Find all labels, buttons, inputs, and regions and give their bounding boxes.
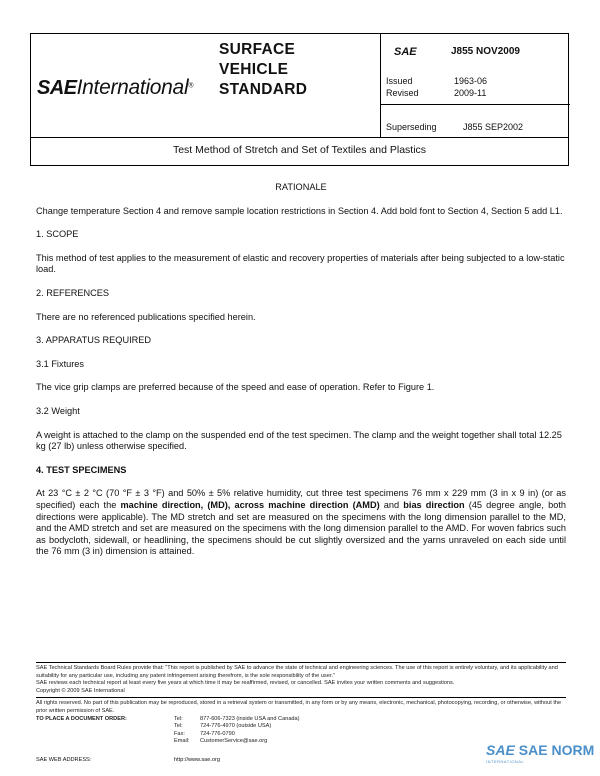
web-value[interactable]: http://www.sae.org: [174, 757, 221, 763]
section-4-text-part-2: and: [379, 499, 404, 510]
document-body: [36, 182, 566, 558]
section-2-heading: 2. REFERENCES: [36, 287, 110, 298]
watermark-text: SAE NORM: [518, 742, 595, 758]
tel1-label: Tel:: [174, 715, 183, 722]
revised-row: [386, 88, 487, 98]
tel2-label: Tel:: [174, 723, 183, 730]
section-3-1-heading: 3.1 Fixtures: [36, 358, 84, 369]
superseding-label: Superseding: [386, 122, 437, 132]
tel1-row: [174, 715, 300, 724]
footer-rights: All rights reserved. No part of this publication may be reproduced, stored in a retrieval system or transmitted, in any form or by any means, electronic, mechanical, photocopying, recording, or otherwise, without the prior written permission of SAE.: [36, 700, 562, 714]
tel2-row: [174, 723, 272, 731]
email-row: [174, 738, 268, 746]
section-4-text-part-3: (45 degree angle, both directions were applicable). The MD stretch and set are measured on the specimens with the long dimension parallel to the MD, and the AMD stretch and set are measured on the specimens with the long dimension parallel to the AMD. For woven fabrics such as bodycloth, sidewall, or headlining, the specimens should be cut slightly oversized and the yarns unraveled on each side until the 76 mm (3 in) dimension is attained.: [36, 499, 566, 557]
section-3-2-text: A weight is attached to the clamp on the suspended end of the test specimen. The clamp and the weight together shall total 12.25 kg (27 lb) unless otherwise specified.: [36, 429, 562, 452]
watermark-sub: INTERNATIONAL: [486, 759, 525, 764]
issued-value: 1963-06: [454, 76, 488, 86]
sae-norm-watermark: [486, 742, 595, 764]
section-3-1-text: The vice grip clamps are preferred because of the speed and ease of operation. Refer to Figure 1.: [36, 382, 435, 393]
footer-copyright: Copyright © 2009 SAE International: [36, 687, 125, 694]
section-4-bold-directions: machine direction, (MD), across machine direction (AMD): [120, 499, 380, 510]
section-1-heading: 1. SCOPE: [36, 229, 79, 240]
web-label: SAE WEB ADDRESS:: [36, 757, 92, 763]
section-1-text: This method of test applies to the measurement of elastic and recovery properties of materials after being subjected to a low-static load.: [36, 252, 565, 275]
section-3-2-heading: 3.2 Weight: [36, 405, 80, 416]
tel2-value: 724-776-4970 (outside USA): [200, 723, 272, 730]
section-4-text: [36, 488, 566, 558]
web-address-row: [36, 757, 221, 763]
fax-row: [174, 730, 235, 739]
logo-sae: SAE: [37, 77, 77, 99]
standard-mark: SAE: [394, 46, 417, 58]
doc-type-line-1: SURFACE: [219, 41, 296, 58]
footer-policy: SAE Technical Standards Board Rules provide that: "This report is published by SAE to advance the state of technical and engineering sciences. The use of this report is entirely voluntary, and its applicability and suitability for any particular use, including any patent infringement arising therefrom, is the sole responsibility of the user.": [36, 665, 558, 679]
document-title: Test Method of Stretch and Set of Textiles and Plastics: [172, 144, 427, 156]
doc-type-line-3: STANDARD: [219, 81, 308, 98]
sae-international-logo: [37, 76, 193, 100]
document-id: J855 NOV2009: [451, 46, 520, 57]
revised-label: Revised: [386, 88, 419, 98]
footer-review: SAE reviews each technical report at least every five years at which time it may be reaffirmed, revised, or cancelled. SAE invites your written comments and suggestions.: [36, 680, 455, 687]
section-3-heading: 3. APPARATUS REQUIRED: [36, 335, 152, 346]
document-header: [30, 33, 569, 166]
footer-rule: [36, 662, 566, 663]
doc-type-line-2: VEHICLE: [219, 61, 289, 78]
superseding-row: [386, 122, 524, 132]
logo-international: International: [76, 76, 189, 99]
section-4-bold-bias: bias direction: [403, 499, 465, 510]
email-value[interactable]: CustomerService@sae.org: [200, 738, 268, 745]
logo-trademark: ®: [188, 82, 194, 90]
revised-value: 2009-11: [454, 88, 487, 98]
document-type: [219, 40, 307, 100]
fax-value: 724-776-0790: [200, 730, 235, 737]
header-divider-vertical: [380, 34, 381, 137]
superseding-value: J855 SEP2002: [463, 122, 524, 132]
tel1-value: 877-606-7323 (inside USA and Canada): [200, 715, 300, 722]
email-label: Email:: [174, 738, 190, 745]
watermark-mark: SAE: [486, 742, 515, 758]
header-divider-horizontal: [31, 137, 568, 138]
footer-rule-2: [36, 697, 566, 698]
document-footer: [36, 660, 566, 748]
rationale-heading: RATIONALE: [275, 182, 327, 192]
section-2-text: There are no referenced publications specified herein.: [36, 311, 256, 322]
section-4-heading: 4. TEST SPECIMENS: [36, 464, 127, 475]
fax-label: Fax:: [174, 730, 185, 737]
rationale-text: Change temperature Section 4 and remove sample location restrictions in Section 4. Add bold font to Section 4, Section 5 add L1.: [36, 205, 563, 216]
issued-label: Issued: [386, 76, 413, 86]
issued-row: [386, 76, 488, 86]
order-label: TO PLACE A DOCUMENT ORDER:: [36, 715, 127, 722]
section-4-text-part-1: At 23 °C ± 2 °C (70 °F ± 3 °F) and 50% ± 5% relative humidity, cut three test specimens 76 mm x 229 mm (3 in x 9 in) (or as specified) each the: [36, 488, 566, 510]
info-divider: [380, 104, 570, 105]
